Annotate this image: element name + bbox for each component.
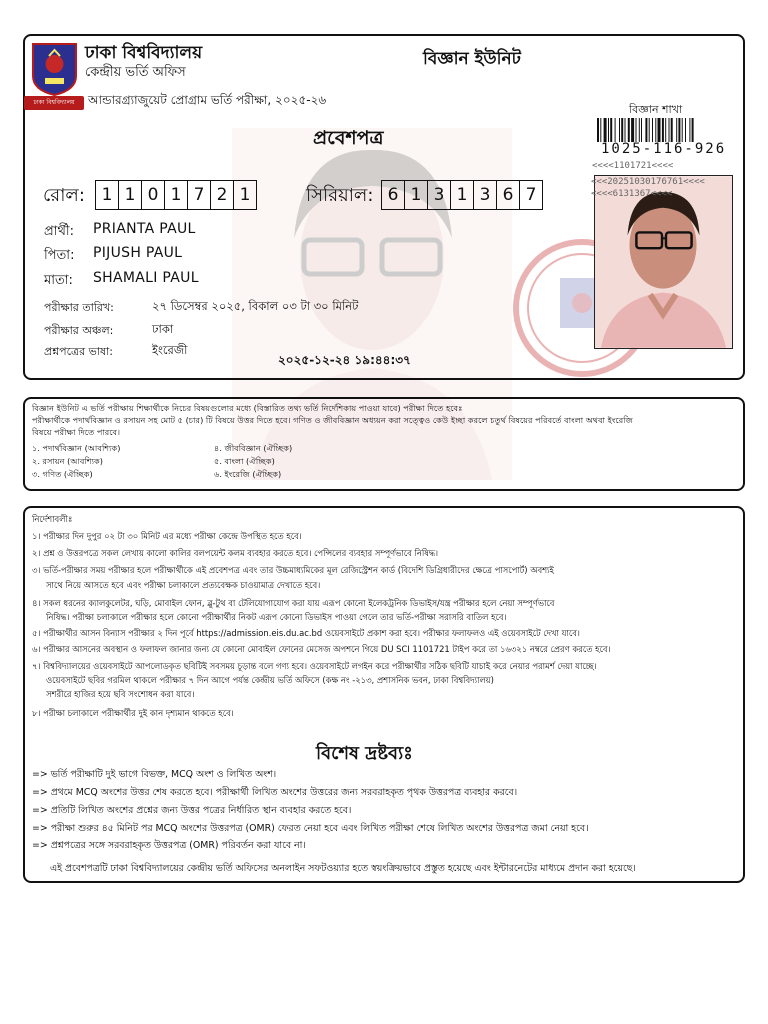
exam-date-label: পরীক্ষার তারিখ: — [44, 301, 114, 314]
exam-title: আন্ডারগ্র্যাজুয়েট প্রোগ্রাম ভর্তি পরীক্ষা, ২০২৫-২৬ — [88, 93, 327, 107]
special-note-line: => প্রশ্নপত্রের সঙ্গে সরবরাহকৃত উত্তরপত্র (OMR) পরিবর্তন করা যাবে না। — [32, 840, 306, 851]
special-note-line: => পরীক্ষা শুরুর ৪৫ মিনিট পর MCQ অংশের উত্তরপত্র (OMR) ফেরত নেয়া হবে এবং লিখিত পরীক্ষা শেষে লিখিত অংশের উত্তরপত্র জমা নেয়া হবে। — [32, 823, 589, 834]
roll-digit: 1 — [165, 181, 188, 209]
serial-digit: 1 — [405, 181, 428, 209]
instruction-line: ১। পরীক্ষার দিন দুপুর ০২ টা ৩০ মিনিট এর মধ্যে পরীক্ষা কেন্দ্রে উপস্থিত হতে হবে। — [32, 531, 302, 541]
admit-card-title: প্রবেশপত্র — [313, 127, 384, 149]
special-note-line: => ভর্তি পরীক্ষাটি দুই ভাগে বিভক্ত, MCQ অংশ ও লিখিত অংশ। — [32, 769, 277, 780]
barcode-number: 1025-116-926 — [601, 141, 727, 157]
mother-label: মাতা: — [44, 273, 73, 288]
subject-item: ২. রসায়ন (আবশ্যিক) — [32, 456, 103, 466]
serial-number-boxes — [381, 180, 543, 210]
serial-digit: 6 — [497, 181, 520, 209]
print-timestamp: ২০২৫-১২-২৪ ১৯:৪৪:৩৭ — [278, 353, 411, 367]
exam-date-value: ২৭ ডিসেম্বর ২০২৫, বিকাল ০৩ টা ৩০ মিনিট — [152, 299, 359, 313]
roll-digit: 1 — [239, 185, 251, 205]
ocr-line: <<<20251030176761<<<< — [591, 177, 705, 187]
roll-digit: 1 — [96, 181, 119, 209]
subject-item: ৬. ইংরেজি (ঐচ্ছিক) — [214, 469, 282, 479]
roll-digit: 2 — [211, 181, 234, 209]
special-note-line: => প্রতিটি লিখিত অংশের প্রশ্নের জন্য উত্তর পত্রের নির্ধারিত স্থান ব্যবহার করতে হবে। — [32, 805, 352, 816]
candidate-photo — [594, 175, 733, 349]
barcode — [597, 118, 733, 142]
father-label: পিতা: — [44, 248, 75, 263]
instruction-line: ৬। পরীক্ষার আসনের অবস্থান ও ফলাফল জানার জন্য যে কোনো মোবাইল ফোনের মেসেজ অপশনে গিয়ে DU SCI 1101721 টাইপ করে তা ১৬৩২১ নম্বরে প্রেরণ করতে হবে। — [32, 644, 611, 654]
question-language-value: ইংরেজী — [152, 343, 188, 357]
logo-banner: ঢাকা বিশ্ববিদ্যালয় — [24, 96, 84, 110]
serial-digit: 1 — [451, 181, 474, 209]
subjects-note: বিষয়ে পরীক্ষা দিতে পারবে। — [32, 427, 121, 437]
instruction-line: ৫। পরীক্ষার্থীর আসন বিন্যাস পরীক্ষার ২ দিন পূর্বে https://admission.eis.du.ac.bd ওয়েবসাইটে প্রকাশ করা হবে। পরীক্ষার ফলাফলও এই ওয়েবসাইটে দেখা যাবে। — [32, 628, 580, 638]
subject-item: ৪. জীববিজ্ঞান (ঐচ্ছিক) — [214, 443, 293, 453]
unit-title: বিজ্ঞান ইউনিট — [423, 49, 521, 69]
subject-item: ৫. বাংলা (ঐচ্ছিক) — [214, 456, 275, 466]
serial-digit: 3 — [428, 181, 451, 209]
roll-label: রোল: — [43, 185, 85, 206]
subjects-note: পরীক্ষার্থীকে পদার্থবিজ্ঞান ও রসায়ন সহ মোট ৫ (চার) টি বিষয়ে উত্তর দিতে হবে। গণিত ও জীববিজ্ঞান অধ্যয়ন করা সত্ত্বেও কেউ ইচ্ছা করলে চতুর্থ বিষয়ের পরিবর্তে বাংলা অথবা ইংরেজি — [32, 415, 633, 425]
roll-digit: 0 — [142, 181, 165, 209]
roll-number-boxes — [95, 180, 257, 210]
roll-digit: 7 — [188, 181, 211, 209]
instruction-line: ২। প্রশ্ন ও উত্তরপত্রে সকল লেখায় কালো কালির বলপয়েন্ট কলম ব্যবহার করতে হবে। পেন্সিলের ব্যবহার সম্পূর্ণভাবে নিষিদ্ধ। — [32, 548, 438, 558]
serial-label: সিরিয়াল: — [306, 185, 374, 206]
question-language-label: প্রশ্নপত্রের ভাষা: — [44, 345, 113, 358]
serial-digit: 6 — [382, 181, 405, 209]
candidate-name: PRIANTA PAUL — [93, 221, 196, 237]
special-note-title: বিশেষ দ্রষ্টব্যঃ — [316, 743, 413, 764]
candidate-label: প্রার্থী: — [44, 224, 74, 239]
instruction-line: সশরীরে হাজির হয়ে ছবি সংশোধন করা যাবে। — [46, 689, 195, 699]
office-name: কেন্দ্রীয় ভর্তি অফিস — [85, 65, 186, 80]
instruction-line: ৪। সকল ধরনের ক্যালকুলেটর, ঘড়ি, মোবাইল ফোন, ব্লু-টুথ বা টেলিযোগাযোগ করা যায় এরূপ কোনো ইলেকট্রনিক ডিভাইস/যন্ত্র পরীক্ষার হলে নেয়া সম্পূর্ণভাবে — [32, 598, 555, 608]
university-name: ঢাকা বিশ্ববিদ্যালয় — [85, 43, 203, 63]
subject-item: ৩. গণিত (ঐচ্ছিক) — [32, 469, 93, 479]
instruction-line: ৮। পরীক্ষা চলাকালে পরীক্ষার্থীর দুই কান দৃশ্যমান থাকতে হবে। — [32, 708, 234, 718]
branch-label: বিজ্ঞান শাখা — [629, 103, 683, 116]
exam-zone-value: ঢাকা — [152, 322, 174, 336]
mother-name: SHAMALI PAUL — [93, 270, 199, 286]
special-note-line: => প্রথমে MCQ অংশের উত্তর শেষ করতে হবে। পরীক্ষার্থী লিখিত অংশের উত্তরের জন্য সরবরাহকৃত পৃথক উত্তরপত্র ব্যবহার করবে। — [32, 787, 518, 798]
instruction-line: সাথে নিয়ে আসতে হবে এবং পরীক্ষা চলাকালে প্রত্যবেক্ষক চাওয়ামাত্র দেখাতে হবে। — [46, 580, 321, 590]
instruction-line: ৭। বিশ্ববিদ্যালয়ের ওয়েবসাইটে আপলোডকৃত ছবিটিই সবসময় চূড়ান্ত বলে গণ্য হবে। ওয়েবসাইটে লগইন করে পরীক্ষার্থীর সঠিক ছবিটি যাচাই করে নেয়ার পরামর্শ দেয়া যাচ্ছে। — [32, 661, 597, 671]
subject-item: ১. পদার্থবিজ্ঞান (আবশ্যিক) — [32, 443, 121, 453]
serial-digit: 3 — [474, 181, 497, 209]
instruction-line: ৩। ভর্তি-পরীক্ষার সময় পরীক্ষার হলে পরীক্ষার্থীকে এই প্রবেশপত্র এবং তার উচ্চমাধ্যমিকের মূল রেজিস্ট্রেশন কার্ড (বিদেশি ডিগ্রিধারীদের ক্ষেত্রে পাসপোর্ট) অবশ্যই — [32, 565, 554, 575]
instructions-heading: নির্দেশাবলীঃ — [32, 514, 73, 524]
instruction-line: নিষিদ্ধ। পরীক্ষা চলাকালে পরীক্ষার হলে কোনো পরীক্ষার্থীর নিকট এরূপ কোনো ডিভাইস পাওয়া গেলে তার ভর্তি-পরীক্ষা সরাসরি বাতিল হবে। — [46, 612, 507, 622]
serial-digit: 7 — [525, 185, 537, 205]
ocr-line: <<<<1101721<<<< — [592, 161, 674, 171]
ocr-line: <<<<6131367<<<< — [591, 189, 673, 199]
roll-digit: 1 — [119, 181, 142, 209]
footer-note: এই প্রবেশপত্রটি ঢাকা বিশ্ববিদ্যালয়ের কেন্দ্রীয় ভর্তি অফিসের অনলাইন সফটওয়্যার হতে স্বয়ংক্রিয়ভাবে প্রস্তুত হয়েছে এবং ইন্টারনেটের মাধ্যমে প্রদান করা হয়েছে। — [50, 863, 636, 874]
instruction-line: ওয়েবসাইটে ছবির গরমিল থাকলে পরীক্ষার ৭ দিন আগে পর্যন্ত কেন্দ্রীয় ভর্তি অফিসে (কক্ষ নং -২১৩, প্রশাসনিক ভবন, ঢাকা বিশ্ববিদ্যালয়) — [46, 675, 494, 685]
university-logo-icon — [31, 42, 78, 96]
exam-zone-label: পরীক্ষার অঞ্চল: — [44, 324, 114, 337]
father-name: PIJUSH PAUL — [93, 245, 183, 261]
subjects-intro: বিজ্ঞান ইউনিট এ ভর্তি পরীক্ষায় শিক্ষার্থীকে নিচের বিষয়গুলোর মধ্যে (বিস্তারিত তথ্য ভর্তি নির্দেশিকায় পাওয়া যাবে) পরীক্ষা দিতে হবেঃ — [32, 403, 463, 413]
